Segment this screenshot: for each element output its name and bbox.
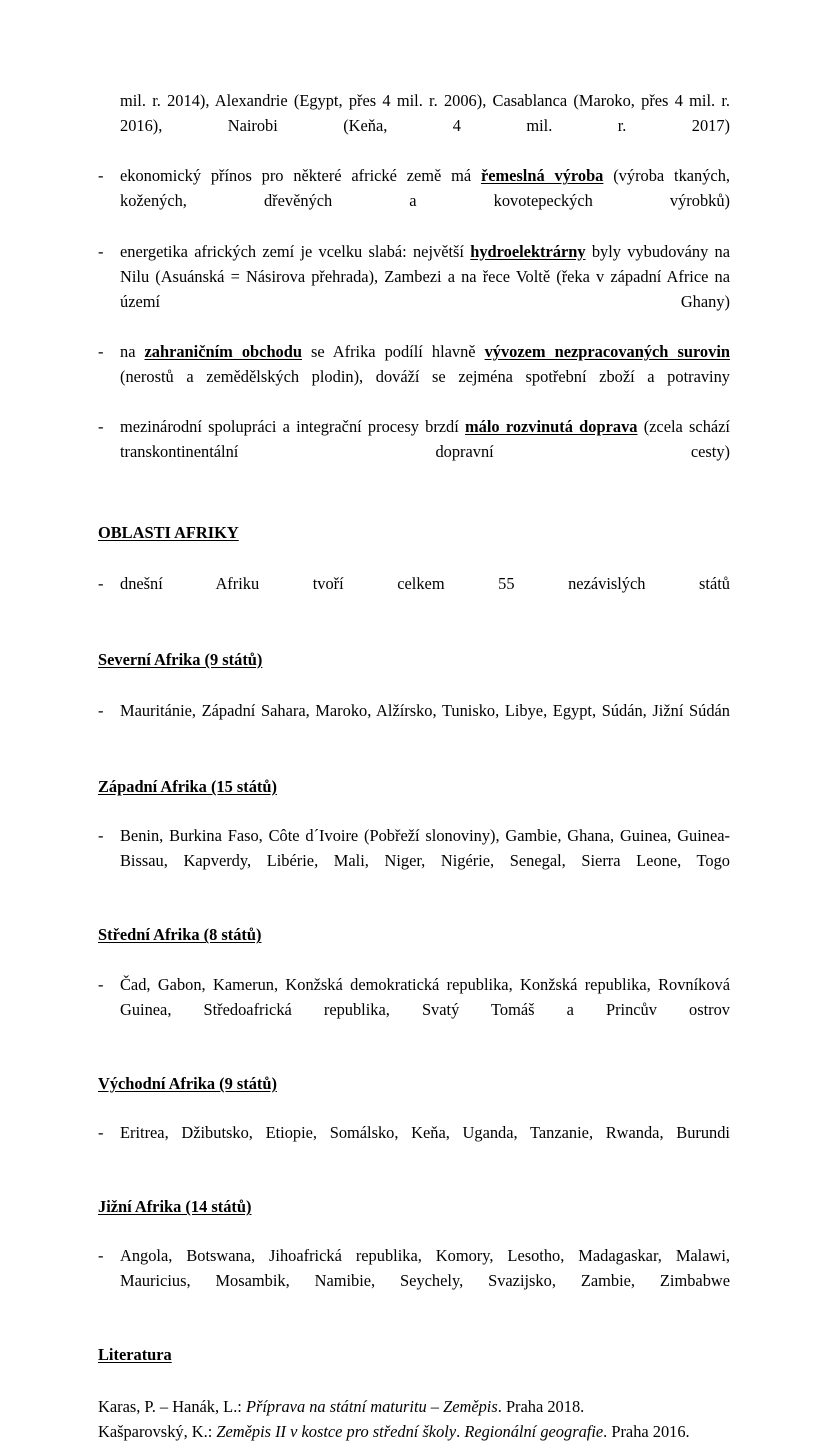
section-heading-literature: Literatura	[98, 1345, 172, 1365]
text-middle: se Afrika podílí hlavně	[301, 341, 485, 361]
literature-entry	[98, 1419, 730, 1444]
spacer	[98, 1170, 730, 1194]
text-after: (nerostů a zemědělských plodin), dováží se zejména spotřební zboží a potraviny	[120, 367, 730, 387]
region-states-central-africa	[98, 972, 730, 1047]
spacer	[98, 490, 730, 520]
literature-title: Příprava na státní maturitu – Zeměpis	[245, 1396, 498, 1416]
list-item-text: Eritrea, Džibutsko, Etiopie, Somálsko, Keňa, Uganda, Tanzanie, Rwanda, Burundi	[120, 1122, 730, 1142]
list-item-text: Čad, Gabon, Kamerun, Konžská demokratická republika, Konžská republika, Rovníková Guinea, Středoafrická republika, Svatý Tomáš a Princův ostrov	[120, 974, 730, 1019]
spacer	[98, 621, 730, 647]
region-heading-southern-africa: Jižní Afrika (14 států)	[98, 1197, 252, 1217]
list-item-craft-production	[98, 163, 730, 238]
document-content	[98, 88, 730, 1444]
paragraph-continued-cities: mil. r. 2014), Alexandrie (Egypt, přes 4 mil. r. 2006), Casablanca (Maroko, přes 4 mil. r. 2016), Nairobi (Keňa, 4 mil. r. 2017)	[120, 91, 730, 136]
region-heading-west-africa: Západní Afrika (15 států)	[98, 777, 277, 797]
bullet-marker: -	[98, 573, 104, 593]
list-item-text: Angola, Botswana, Jihoafrická republika, Komory, Lesotho, Madagaskar, Malawi, Mauricius, Mosambik, Namibie, Seychely, Svazijsko, Zambie, Zimbabwe	[120, 1246, 730, 1291]
emphasis-raw-materials-export: vývozem nezpracovaných surovin	[484, 341, 730, 361]
emphasis-underdeveloped-transport: málo rozvinutá doprava	[465, 417, 638, 437]
list-item-text	[120, 414, 730, 489]
spacer	[98, 1368, 730, 1394]
text-after: (zcela schází transkontinentální dopravní cesty)	[120, 417, 730, 462]
emphasis-hydroelectric: hydroelektrárny	[470, 241, 586, 261]
bullet-marker: -	[98, 974, 104, 994]
list-item-text: dnešní Afriku tvoří celkem 55 nezávislých států	[120, 573, 730, 593]
bullet-marker: -	[98, 417, 104, 437]
bullet-marker: -	[98, 700, 104, 720]
emphasis-craft-production: řemeslná výroba	[480, 166, 604, 186]
region-states-southern-africa	[98, 1243, 730, 1318]
spacer	[98, 748, 730, 774]
text-before: mezinárodní spolupráci a integrační procesy brzdí	[120, 417, 466, 437]
region-heading-east-africa: Východní Afrika (9 států)	[98, 1073, 277, 1093]
bullet-marker: -	[98, 1122, 104, 1142]
emphasis-foreign-trade: zahraničním obchodu	[144, 341, 302, 361]
text-after: byly vybudovány na Nilu (Asuánská = Násirova přehrada), Zambezi a na řece Voltě (řeka v západní Africe na území Ghany)	[120, 241, 730, 311]
spacer	[98, 672, 730, 698]
list-item-text: Benin, Burkina Faso, Côte d´Ivoire (Pobřeží slonoviny), Gambie, Ghana, Guinea, Guinea-Bissau, Kapverdy, Libérie, Mali, Niger, Nigérie, Senegal, Sierra Leone, Togo	[120, 826, 730, 871]
list-item-text: Mauritánie, Západní Sahara, Maroko, Alžírsko, Tunisko, Libye, Egypt, Súdán, Jižní Súdán	[120, 700, 730, 720]
literature-authors: Karas, P. – Hanák, L.:	[98, 1396, 246, 1416]
literature-authors: Kašparovský, K.:	[98, 1421, 217, 1441]
text-before: na	[120, 341, 145, 361]
spacer	[98, 545, 730, 571]
list-item-foreign-trade	[98, 339, 730, 414]
list-item-total-states	[98, 571, 730, 621]
literature-subtitle: Regionální geografie	[464, 1421, 604, 1441]
bullet-marker: -	[98, 826, 104, 846]
region-states-north-africa	[98, 698, 730, 748]
spacer	[98, 1047, 730, 1071]
spacer	[98, 1096, 730, 1120]
list-item-transport	[98, 414, 730, 489]
literature-entry	[98, 1394, 730, 1419]
list-item-text	[120, 339, 730, 414]
bullet-marker: -	[98, 341, 104, 361]
section-heading-regions: OBLASTI AFRIKY	[98, 522, 239, 542]
spacer	[98, 1318, 730, 1342]
region-states-west-africa	[98, 823, 730, 898]
text-before: ekonomický přínos pro některé africké země má	[120, 166, 481, 186]
region-states-east-africa	[98, 1120, 730, 1170]
list-item-text	[120, 239, 730, 339]
spacer	[98, 799, 730, 823]
literature-publication: . Praha 2016.	[603, 1421, 690, 1441]
text-after: (výroba tkaných, kožených, dřevěných a kovotepeckých výrobků)	[120, 166, 730, 211]
list-item-energy	[98, 239, 730, 339]
literature-title: Zeměpis II v kostce pro střední školy	[216, 1421, 457, 1441]
region-heading-north-africa: Severní Afrika (9 států)	[98, 649, 263, 669]
bullet-marker: -	[98, 1246, 104, 1266]
bullet-marker: -	[98, 166, 104, 186]
bullet-marker: -	[98, 241, 104, 261]
list-item-text	[120, 163, 730, 238]
literature-publication: . Praha 2018.	[497, 1396, 585, 1416]
text-before: energetika afrických zemí je vcelku slabá: největší	[120, 241, 471, 261]
region-heading-central-africa: Střední Afrika (8 států)	[98, 925, 262, 945]
literature-title-separator: .	[456, 1421, 465, 1441]
spacer	[98, 948, 730, 972]
spacer	[98, 898, 730, 922]
spacer	[98, 1219, 730, 1243]
